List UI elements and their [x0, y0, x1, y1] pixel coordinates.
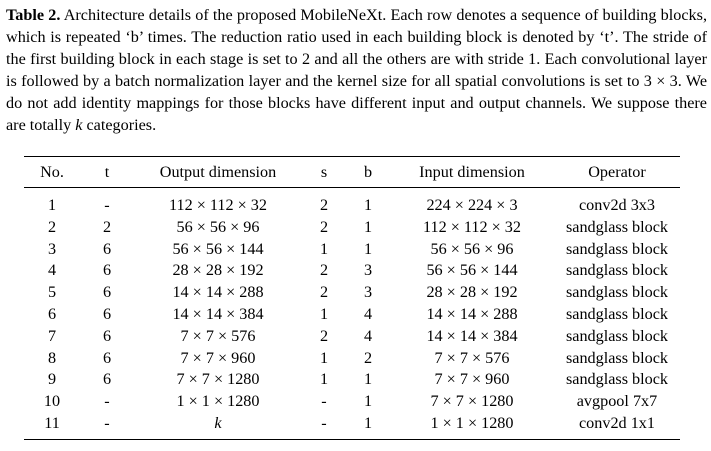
table-row — [24, 217, 680, 239]
cell-b: 1 — [346, 413, 390, 439]
table-row — [24, 188, 680, 217]
cell-b: 1 — [363, 239, 373, 258]
cell-no: 10 — [43, 392, 61, 411]
table-row — [24, 260, 680, 282]
table-row — [24, 413, 680, 439]
table-row — [24, 348, 680, 370]
cell-output: 56 × 56 × 144 — [172, 239, 264, 258]
cell-no: 8 — [47, 348, 57, 367]
cell-no: 4 — [47, 261, 57, 280]
header-b: b — [346, 157, 390, 188]
cell-output: 14 × 14 × 288 — [172, 283, 264, 302]
cell-b: 3 — [363, 261, 373, 280]
cell-input: 112 × 112 × 32 — [423, 217, 521, 236]
cell-no: 1 — [47, 196, 57, 214]
cell-s: 1 — [319, 370, 329, 389]
table-caption — [6, 4, 707, 136]
cell-operator: sandglass block — [565, 348, 669, 367]
cell-s: 2 — [319, 261, 329, 280]
table-header-row — [24, 157, 680, 188]
cell-t: - — [104, 392, 110, 411]
cell-t: 6 — [102, 348, 112, 367]
cell-operator: sandglass block — [565, 326, 669, 345]
cell-operator: sandglass block — [565, 239, 669, 258]
cell-no: 3 — [47, 239, 57, 258]
cell-output: 7 × 7 × 1280 — [176, 370, 260, 389]
cell-t: 6 — [102, 370, 112, 389]
cell-t: 6 — [102, 304, 112, 323]
cell-t: 6 — [102, 326, 112, 345]
cell-input: 28 × 28 × 192 — [426, 283, 518, 302]
cell-s: - — [321, 392, 327, 411]
cell-t: - — [80, 413, 134, 439]
header-no: No. — [24, 157, 80, 188]
cell-s: 2 — [319, 326, 329, 345]
cell-operator: sandglass block — [565, 304, 669, 323]
cell-s: 2 — [319, 196, 329, 214]
cell-output: 56 × 56 × 96 — [176, 217, 260, 236]
cell-output: 7 × 7 × 576 — [180, 326, 256, 345]
cell-input: 14 × 14 × 288 — [426, 304, 518, 323]
cell-output: 7 × 7 × 960 — [180, 348, 256, 367]
cell-b: 1 — [363, 217, 373, 236]
cell-output: 1 × 1 × 1280 — [176, 392, 260, 411]
cell-input: 56 × 56 × 144 — [426, 261, 518, 280]
cell-operator: sandglass block — [565, 261, 669, 280]
cell-s: 2 — [319, 283, 329, 302]
cell-input: 224 × 224 × 3 — [426, 196, 518, 214]
cell-b: 1 — [363, 392, 373, 411]
cell-output: 28 × 28 × 192 — [172, 261, 264, 280]
cell-s: 1 — [319, 348, 329, 367]
cell-t: - — [104, 196, 110, 214]
cell-s: 2 — [319, 217, 329, 236]
cell-s: 1 — [319, 304, 329, 323]
cell-b: 3 — [363, 283, 373, 302]
table-row — [24, 304, 680, 326]
caption-text: Architecture details of the proposed MobileNeXt. Each row denotes a sequence of building blocks, which is repeated ‘b’ times. The reduction ratio used in each building block is denoted by ‘t’. The stride of the first building block in each stage is set to 2 and all the others are with stride 1. Each convolutional layer is followed by a batch normalization layer and the kernel size for all spatial convolutions is set to 3 × 3. We do not add identity mappings for those blocks have different input and output channels. We suppose there are totally — [6, 6, 707, 134]
table-row — [24, 282, 680, 304]
cell-operator: conv2d 3x3 — [579, 196, 655, 214]
header-s: s — [302, 157, 346, 188]
cell-b: 4 — [363, 304, 373, 323]
cell-input: 7 × 7 × 576 — [434, 348, 510, 367]
table-row — [24, 369, 680, 391]
cell-operator: avgpool 7x7 — [576, 392, 658, 411]
cell-input: 7 × 7 × 960 — [434, 370, 510, 389]
cell-no: 6 — [47, 304, 57, 323]
cell-operator: conv2d 1x1 — [554, 413, 680, 439]
cell-no: 11 — [24, 413, 80, 439]
header-operator: Operator — [554, 157, 680, 188]
cell-b: 4 — [363, 326, 373, 345]
table-row — [24, 239, 680, 261]
cell-no: 7 — [47, 326, 57, 345]
cell-s: - — [302, 413, 346, 439]
header-output: Output dimension — [134, 157, 302, 188]
cell-b: 1 — [363, 196, 373, 214]
cell-operator: sandglass block — [565, 283, 669, 302]
architecture-table — [24, 156, 680, 440]
cell-b: 2 — [363, 348, 373, 367]
cell-no: 5 — [47, 283, 57, 302]
cell-input: 14 × 14 × 384 — [426, 326, 518, 345]
caption-text-end: categories. — [86, 116, 157, 134]
cell-b: 1 — [363, 370, 373, 389]
cell-t: 2 — [102, 217, 112, 236]
table-row — [24, 326, 680, 348]
cell-t: 6 — [102, 283, 112, 302]
cell-input: 7 × 7 × 1280 — [430, 392, 514, 411]
header-input: Input dimension — [390, 157, 554, 188]
cell-s: 1 — [319, 239, 329, 258]
table-body — [24, 188, 680, 440]
cell-output: k — [134, 413, 302, 439]
cell-input: 1 × 1 × 1280 — [390, 413, 554, 439]
cell-input: 56 × 56 × 96 — [430, 239, 514, 258]
cell-output: 14 × 14 × 384 — [172, 304, 264, 323]
cell-operator: sandglass block — [565, 217, 669, 236]
cell-t: 6 — [102, 239, 112, 258]
caption-label: Table 2. — [6, 6, 61, 24]
cell-no: 2 — [47, 217, 57, 236]
cell-output: 112 × 112 × 32 — [169, 196, 267, 214]
cell-t: 6 — [102, 261, 112, 280]
cell-operator: sandglass block — [565, 370, 669, 389]
cell-no: 9 — [47, 370, 57, 389]
header-t: t — [80, 157, 134, 188]
table-row — [24, 391, 680, 413]
caption-k-symbol: k — [75, 116, 83, 134]
